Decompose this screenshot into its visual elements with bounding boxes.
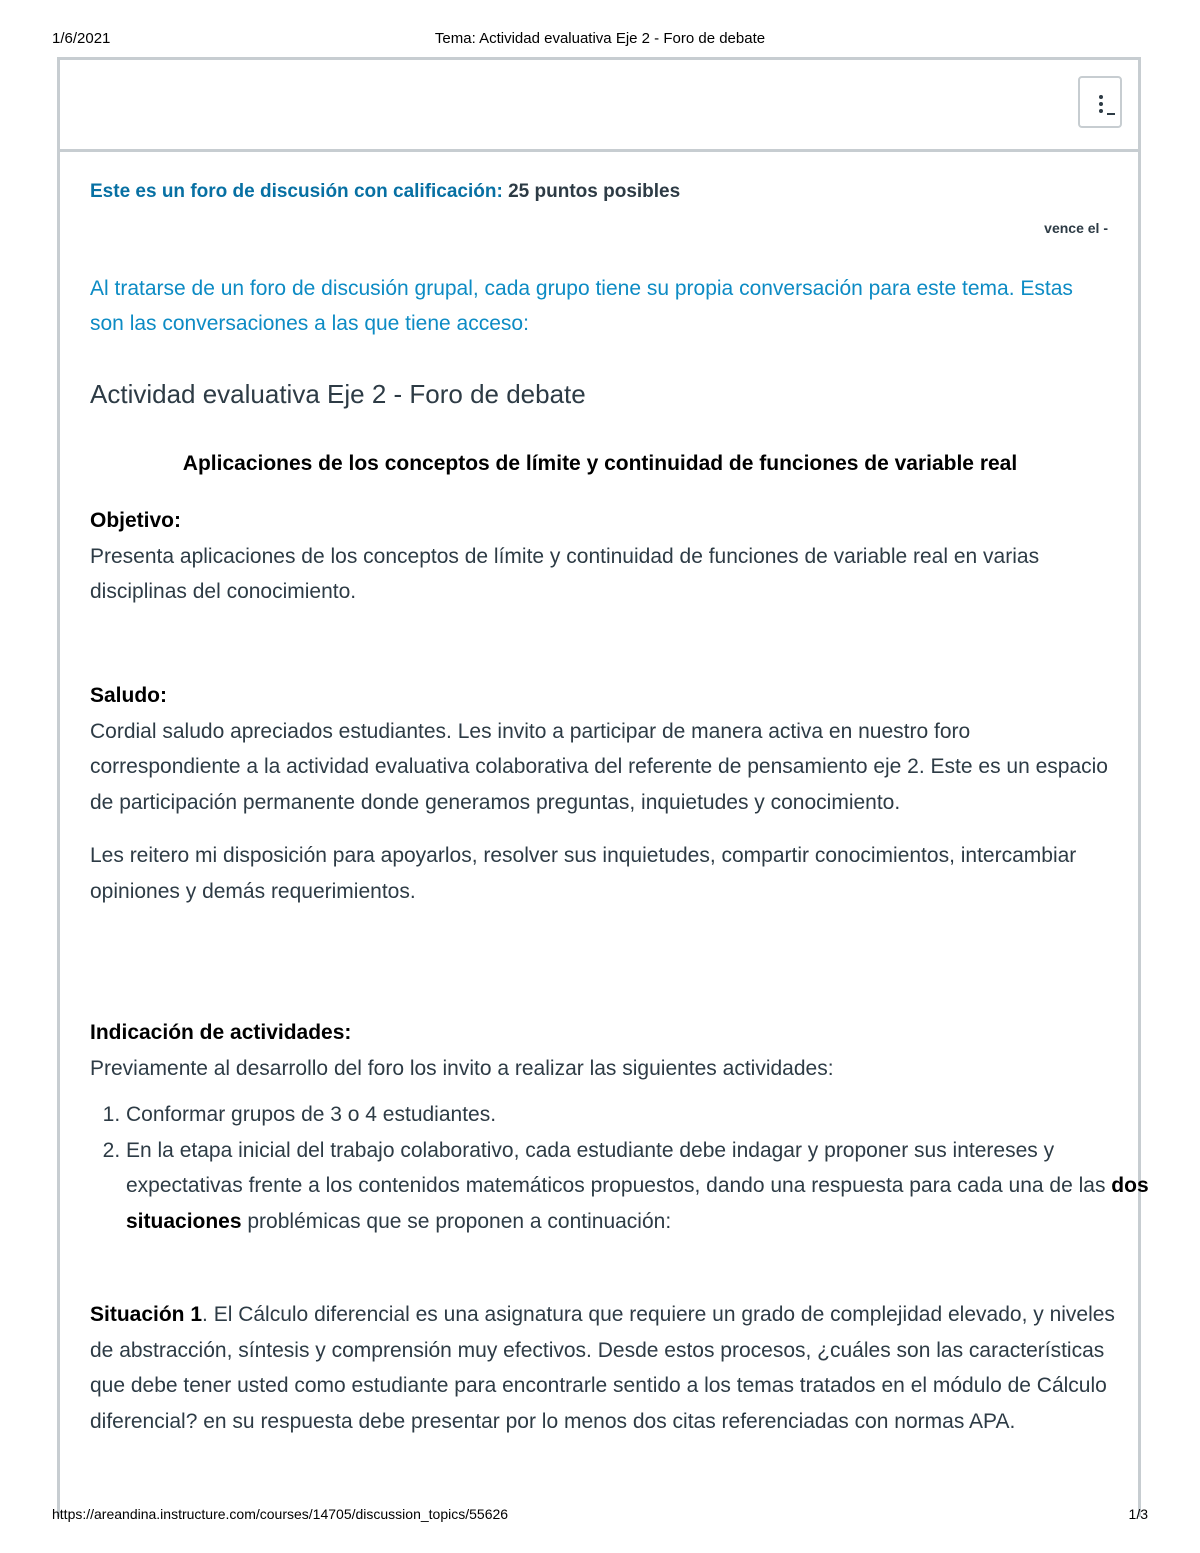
graded-discussion-info bbox=[90, 181, 680, 203]
kebab-menu-button[interactable] bbox=[1078, 76, 1122, 128]
print-footer bbox=[0, 1506, 1200, 1526]
print-url: https://areandina.instructure.com/courses/14705/discussion_topics/55626 bbox=[52, 1506, 509, 1522]
list-item: 2. En la etapa inicial del trabajo colaborativo, cada estudiante debe indagar y proponer sus intereses y expectativas frente a los contenidos matemáticos propuestos, dando una respuesta para cada una de las dos situaciones problémicas que se proponen a continuación: bbox=[126, 1133, 1156, 1240]
saludo-paragraph-1: Cordial saludo apreciados estudiantes. Les invito a participar de manera activa en nuestro foro correspondiente a la actividad evaluativa colaborativa del referente de pensamiento eje 2. Este es un espacio de participación permanente donde generamos preguntas, inquietudes y conocimiento. bbox=[90, 719, 1108, 814]
objetivo-heading: Objetivo: bbox=[90, 509, 182, 532]
graded-label: Este es un foro de discusión con calificación: bbox=[90, 181, 503, 202]
saludo-section bbox=[90, 678, 1120, 909]
topic-title: Actividad evaluativa Eje 2 - Foro de debate bbox=[90, 379, 586, 409]
points-possible: 25 puntos posibles bbox=[508, 181, 681, 202]
dos-situaciones-emphasis: dos situaciones bbox=[126, 1174, 1149, 1233]
group-discussion-notice: Al tratarse de un foro de discusión grupal, cada grupo tiene su propia conversación para este tema. Estas son las conversaciones a las que tiene acceso: bbox=[90, 277, 1073, 335]
discussion-toolbar bbox=[60, 60, 1138, 152]
saludo-heading: Saludo: bbox=[90, 684, 167, 707]
actividades-heading: Indicación de actividades: bbox=[90, 1021, 352, 1044]
print-date: 1/6/2021 bbox=[52, 30, 111, 47]
situacion-1-section bbox=[90, 1297, 1120, 1439]
print-header bbox=[0, 30, 1200, 50]
print-page-title: Tema: Actividad evaluativa Eje 2 - Foro de debate bbox=[434, 30, 766, 47]
due-date: vence el - bbox=[1044, 220, 1108, 236]
situacion-1-text: Situación 1. El Cálculo diferencial es una asignatura que requiere un grado de complejidad elevado, y niveles de abstracción, síntesis y comprensión muy efectivos. Desde estos procesos, ¿cuáles son las características que debe tener usted como estudiante para encontrarle sentido a los temas tratados en el módulo de Cálculo diferencial? en su respuesta debe presentar por lo menos dos citas referenciadas con normas APA. bbox=[90, 1303, 1115, 1433]
saludo-paragraph-2: Les reitero mi disposición para apoyarlos, resolver sus inquietudes, compartir conocimientos, intercambiar opiniones y demás requerimientos. bbox=[90, 844, 1077, 903]
actividades-section bbox=[90, 1015, 1120, 1086]
topic-subtitle: Aplicaciones de los conceptos de límite y continuidad de funciones de variable real bbox=[182, 452, 1018, 475]
list-item: 1. Conformar grupos de 3 o 4 estudiantes. bbox=[126, 1097, 1156, 1133]
situacion-1-label: Situación 1 bbox=[90, 1303, 203, 1326]
objetivo-text: Presenta aplicaciones de los conceptos de límite y continuidad de funciones de variable real en varias disciplinas del conocimiento. bbox=[90, 544, 1040, 603]
objetivo-section bbox=[90, 503, 1120, 610]
actividades-intro: Previamente al desarrollo del foro los invito a realizar las siguientes actividades: bbox=[90, 1056, 834, 1080]
actividades-list bbox=[90, 1097, 1156, 1239]
print-page-number: 1/3 bbox=[1128, 1506, 1148, 1522]
